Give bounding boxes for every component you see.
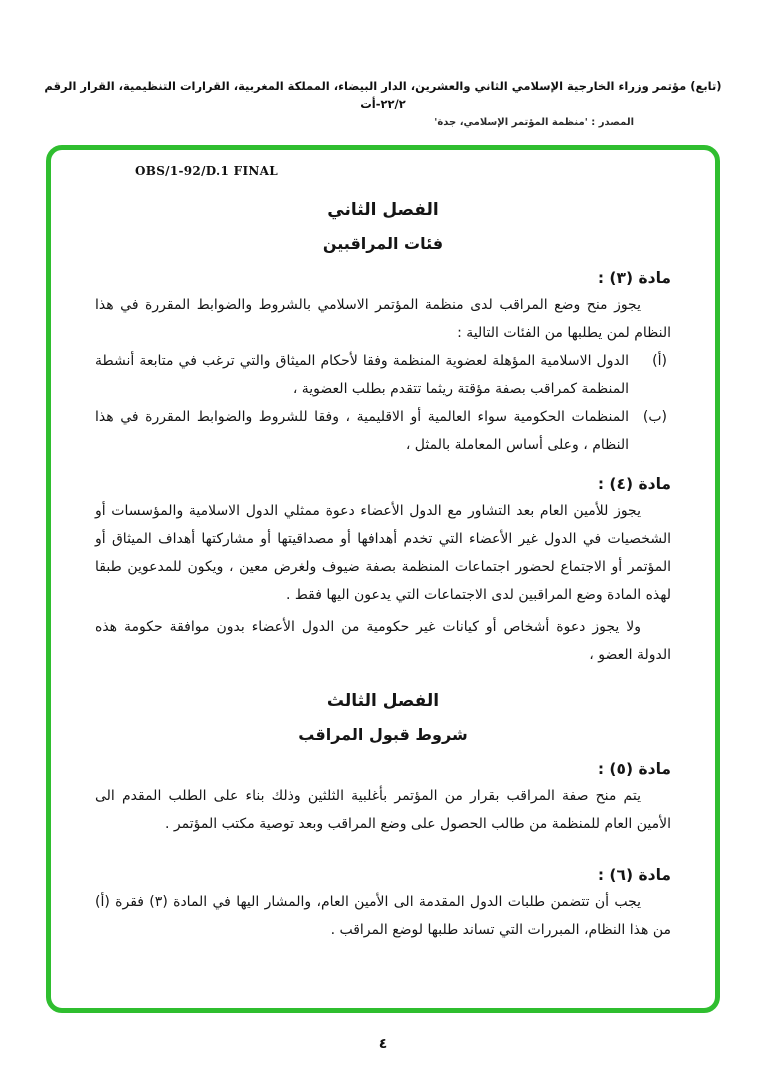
header-citation: (تابع) مؤتمر وزراء الخارجية الإسلامي الثاني والعشرين، الدار البيضاء، المملكة المغربية، القرارات التنظيمية، القرار الرقم ٢٢/٢-أت xyxy=(44,79,722,111)
item-b-label: (ب) xyxy=(642,409,667,425)
chapter-three-title: الفصل الثالث xyxy=(326,691,440,711)
item-a-text: الدول الاسلامية المؤهلة لعضوية المنظمة وفقا لأحكام الميثاق والتي ترغب في متابعة أنشطة المنظمة كمراقب بصفة مؤقتة ريثما تتقدم بطلب العضوية ، xyxy=(95,353,629,397)
article-4-paragraph-1: يجوز للأمين العام بعد التشاور مع الدول الأعضاء دعوة ممثلي الدول الاسلامية والمؤسسات أو الشخصيات في الدول غير الأعضاء التي تخدم أهدافها أو مصداقيتها أو مشاركتها أهداف الميثاق أو المؤتمر أو الاجتماع لحضور اجتماعات المنظمة بصفة ضيوف ولغرض معين ، ويكون للمدعوين طبقا لهذه المادة وضع المراقبين لدى الاجتماعات التي يدعون اليها فقط . xyxy=(95,503,671,603)
article-4-heading: مادة (٤) : xyxy=(597,475,671,493)
chapter-two-title: الفصل الثاني xyxy=(327,200,439,220)
article-5-paragraph: يتم منح صفة المراقب بقرار من المؤتمر بأغلبية الثلثين وذلك بناء على الطلب المقدم الى الأمين العام للمنظمة من طالب الحصول على وضع المراقب وبعد توصية مكتب المؤتمر . xyxy=(95,788,671,832)
item-b-text: المنظمات الحكومية سواء العالمية أو الاقليمية ، وفقا للشروط والضوابط المقررة في هذا النظام ، وعلى أساس المعاملة بالمثل ، xyxy=(95,409,629,453)
article-6-paragraph: يجب أن تتضمن طلبات الدول المقدمة الى الأمين العام، والمشار اليها في المادة (٣) فقرة (أ) من هذا النظام، المبررات التي تساند طلبها لوضع المراقب . xyxy=(95,894,671,938)
document-reference: OBS/1-92/D.1 FINAL xyxy=(135,164,278,178)
article-5-heading: مادة (٥) : xyxy=(597,760,671,778)
article-3-heading: مادة (٣) : xyxy=(597,269,671,287)
article-3-item-a xyxy=(95,347,671,403)
article-3-item-b xyxy=(95,403,671,459)
item-a-label: (أ) xyxy=(652,353,667,369)
article-4-paragraph-2: ولا يجوز دعوة أشخاص أو كيانات غير حكومية من الدول الأعضاء بدون موافقة حكومة هذه الدولة العضو ، xyxy=(95,619,671,663)
chapter-three-subtitle: شروط قبول المراقب xyxy=(298,725,468,744)
document-body xyxy=(51,200,715,944)
chapter-two-subtitle: فئات المراقبين xyxy=(322,234,444,253)
article-6-heading: مادة (٦) : xyxy=(597,866,671,884)
article-3-intro: يجوز منح وضع المراقب لدى منظمة المؤتمر الاسلامي بالشروط والضوابط المقررة في هذا النظام لمن يطلبها من الفئات التالية : xyxy=(95,297,671,341)
page-number: ٤ xyxy=(378,1036,388,1052)
document-header xyxy=(36,78,730,128)
green-frame xyxy=(46,145,720,1013)
header-source: المصدر : 'منظمة المؤتمر الإسلامي، جدة' xyxy=(434,116,634,128)
